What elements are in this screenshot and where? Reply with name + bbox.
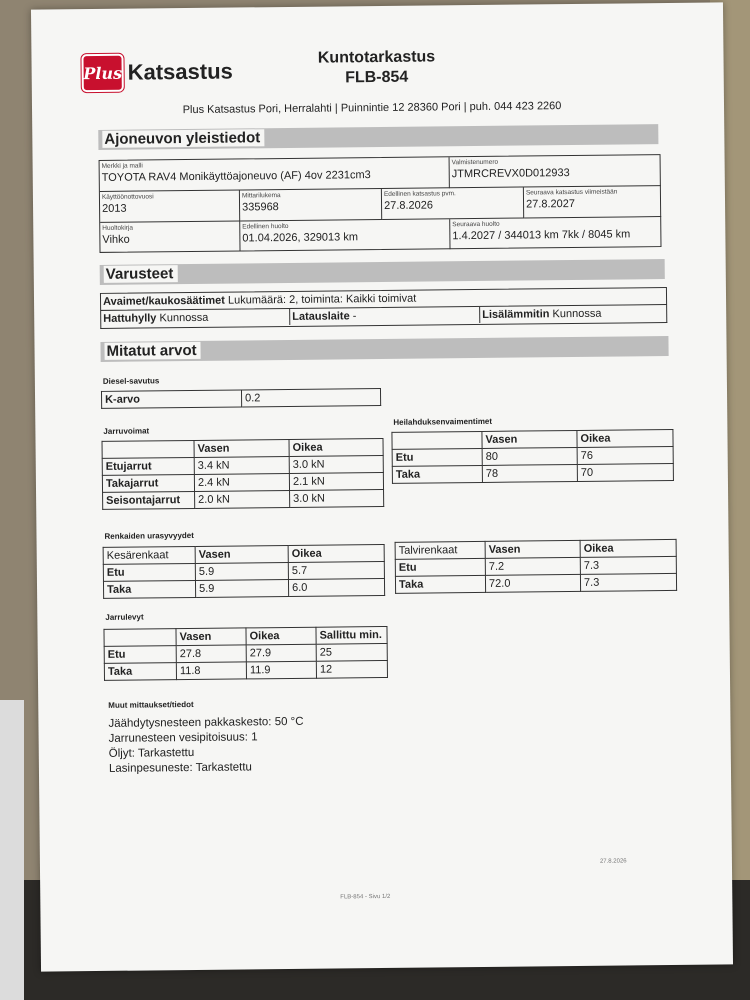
hat-shelf-item: Hattuhylly Kunnossa [103, 311, 209, 325]
winter-tyres-table: Talvirenkaat Vasen Oikea Etu 7.2 7.3 Taka 72.0 7.3 [395, 539, 678, 594]
shock-absorber-table: Vasen Oikea Etu 80 76 Taka 78 70 [391, 429, 674, 484]
logo-badge: Plus [81, 54, 123, 92]
misc-title: Muut mittaukset/tiedot [108, 699, 194, 710]
footer-date: 27.8.2026 [599, 858, 627, 865]
make-model-cell: Merkki ja malli TOYOTA RAV4 Monikäyttöajoneuvo (AF) 4ov 2231cm3 [100, 157, 450, 192]
company-logo [81, 53, 233, 93]
general-info-grid [99, 154, 662, 253]
brake-discs-table: Vasen Oikea Sallittu min. Etu 27.8 27.9 25 Taka 11.8 11.9 12 [103, 626, 388, 681]
report-title: Kuntotarkastus [317, 48, 436, 67]
aux-heater-item: Lisälämmitin Kunnossa [479, 305, 666, 323]
list-item: Lasinpesuneste: Tarkastettu [108, 761, 252, 775]
prev-inspection-cell: Edellinen katsastus pvm. 27.8.2026 [382, 187, 524, 219]
diesel-table [101, 388, 381, 409]
plate-number: FLB-854 [345, 68, 409, 87]
table-row: Etu 80 76 [392, 446, 673, 466]
odometer-cell: Mittarilukema 335968 [240, 189, 382, 221]
table-row: Etu 7.2 7.3 [395, 556, 676, 576]
brakes-title: Jarruvoimat [103, 426, 150, 436]
misc-measurements [108, 715, 304, 777]
company-address: Plus Katsastus Pori, Herralahti | Puinnintie 12 28360 Pori | puh. 044 423 2260 [182, 100, 562, 117]
service-book-cell: Huoltokirja Vihko [100, 221, 240, 252]
section-equipment-heading: Varusteet [100, 259, 665, 285]
table-row: Etu 27.8 27.9 25 [104, 643, 387, 663]
list-item: Öljyt: Tarkastettu [108, 746, 195, 760]
discs-title: Jarrulevyt [105, 612, 144, 622]
list-item: Jäähdytysnesteen pakkaskesto: 50 °C [108, 715, 304, 730]
document-title [261, 47, 491, 89]
next-service-cell: Seuraava huolto 1.4.2027 / 344013 km 7kk / 8045 km [452, 220, 631, 243]
table-row: Taka 78 70 [392, 463, 673, 483]
table-row: Taka 5.9 6.0 [103, 578, 384, 598]
keys-row: Avaimet/kaukosäätimet Lukumäärä: 2, toiminta: Kaikki toimivat [100, 287, 667, 311]
table-row: Takajarrut 2.4 kN 2.1 kN [102, 472, 383, 492]
table-row: Etu 5.9 5.7 [103, 561, 384, 581]
table-row: Etujarrut 3.4 kN 3.0 kN [102, 455, 383, 475]
section-general-heading: Ajoneuvon yleistiedot [98, 124, 658, 150]
shocks-title: Heilahduksenvaimentimet [393, 416, 493, 427]
first-reg-cell: Käyttöönottovuosi 2013 [100, 190, 240, 222]
list-item: Jarrunesteen vesipitoisuus: 1 [108, 731, 258, 745]
document-page [31, 2, 733, 971]
underlying-sheet [0, 700, 24, 1000]
logo-name: Katsastus [127, 58, 233, 85]
vin-cell: Valmistenumero JTMRCREVX0D012933 [450, 155, 661, 188]
brake-force-table: Vasen Oikea Etujarrut 3.4 kN 3.0 kN Takajarrut 2.4 kN 2.1 kN Seisontajarrut 2.0 kN 3.0 kN [102, 438, 385, 510]
footer-page-number: FLB-854 - Sivu 1/2 [340, 893, 391, 901]
prev-service-cell: Edellinen huolto 01.04.2026, 329013 km [240, 219, 450, 251]
table-row: Taka 11.8 11.9 12 [104, 660, 387, 680]
charger-item: Latauslaite - [289, 307, 479, 325]
table-row: Taka 72.0 7.3 [395, 573, 676, 593]
k-value: 0.2 [241, 389, 380, 407]
k-value-label: K-arvo [101, 390, 241, 408]
diesel-title: Diesel-savutus [102, 376, 160, 386]
summer-tyres-table: Kesärenkaat Vasen Oikea Etu 5.9 5.7 Taka 5.9 6.0 [103, 544, 386, 599]
table-row: Seisontajarrut 2.0 kN 3.0 kN [103, 489, 384, 509]
section-measured-heading: Mitatut arvot [100, 336, 668, 362]
next-inspection-cell: Seuraava katsastus viimeistään 27.8.2027 [524, 186, 661, 218]
tyres-title: Renkaiden urasyvyydet [104, 530, 194, 541]
